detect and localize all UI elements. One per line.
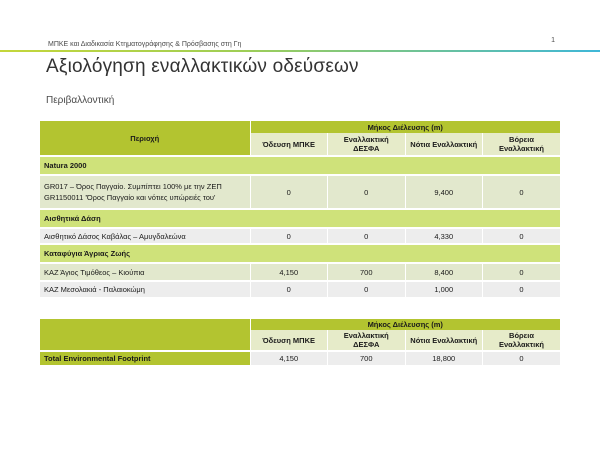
section-title: Αισθητικά Δάση (40, 209, 560, 228)
total-value: 700 (328, 351, 406, 365)
row-value: 0 (250, 175, 328, 209)
length-header: Μήκος Διέλευσης (m) (250, 319, 560, 330)
row-value: 0 (328, 175, 406, 209)
row-value: 700 (328, 263, 406, 281)
col-header: Νότια Εναλλακτική (405, 133, 483, 156)
environmental-table (40, 121, 560, 297)
col-header: Εναλλακτική ΔΕΣΦΑ (328, 133, 406, 156)
row-name: Αισθητικό Δάσος Καβάλας – Αμυγδαλεώνα (40, 228, 250, 244)
total-footprint-table (40, 319, 560, 365)
row-value: 4,150 (250, 263, 328, 281)
row-value: 0 (483, 175, 561, 209)
row-name: ΚΑΖ Άγιος Τιμόθεος – Κιούπια (40, 263, 250, 281)
row-value: 1,000 (405, 281, 483, 297)
section-row (40, 209, 560, 228)
col-header: Νότια Εναλλακτική (405, 330, 483, 351)
section-title: Καταφύγια Άγριας Ζωής (40, 244, 560, 263)
col-header: Βόρεια Εναλλακτική (483, 133, 561, 156)
total-row (40, 351, 560, 365)
header-rule (0, 50, 600, 52)
page-title: Αξιολόγηση εναλλακτικών οδεύσεων (46, 56, 359, 77)
col-header: Βόρεια Εναλλακτική (483, 330, 561, 351)
row-value: 0 (328, 281, 406, 297)
row-name: ΚΑΖ Μεσολακιά - Παλαιοκώμη (40, 281, 250, 297)
row-value: 0 (250, 228, 328, 244)
table-row (40, 175, 560, 209)
blank-header (40, 319, 250, 351)
table-row (40, 228, 560, 244)
row-value: 0 (483, 228, 561, 244)
section-title: Natura 2000 (40, 156, 560, 175)
total-value: 4,150 (250, 351, 328, 365)
row-value: 8,400 (405, 263, 483, 281)
row-value: 4,330 (405, 228, 483, 244)
section-row (40, 156, 560, 175)
section-row (40, 244, 560, 263)
row-value: 0 (483, 281, 561, 297)
table-row (40, 263, 560, 281)
col-header: Εναλλακτική ΔΕΣΦΑ (328, 330, 406, 351)
header-text: ΜΠΚΕ και Διαδικασία Κτηματογράφησης & Πρόσβασης στη Γη (48, 41, 242, 48)
row-name: GR017 – Όρος Παγγαίο. Συμπίπτει 100% με την ΖΕΠ GR1150011 'Όρος Παγγαίο και νότιες υπώρειές του' (40, 175, 250, 209)
total-value: 0 (483, 351, 561, 365)
length-header: Μήκος Διέλευσης (m) (250, 121, 560, 133)
col-header: Όδευση ΜΠΚΕ (250, 330, 328, 351)
page-subtitle: Περιβαλλοντική (46, 95, 115, 106)
region-header: Περιοχή (40, 121, 250, 156)
row-value: 0 (250, 281, 328, 297)
row-value: 9,400 (405, 175, 483, 209)
col-header: Όδευση ΜΠΚΕ (250, 133, 328, 156)
page-number: 1 (551, 37, 555, 44)
row-value: 0 (483, 263, 561, 281)
total-value: 18,800 (405, 351, 483, 365)
table-row (40, 281, 560, 297)
total-label: Total Environmental Footprint (40, 351, 250, 365)
row-value: 0 (328, 228, 406, 244)
